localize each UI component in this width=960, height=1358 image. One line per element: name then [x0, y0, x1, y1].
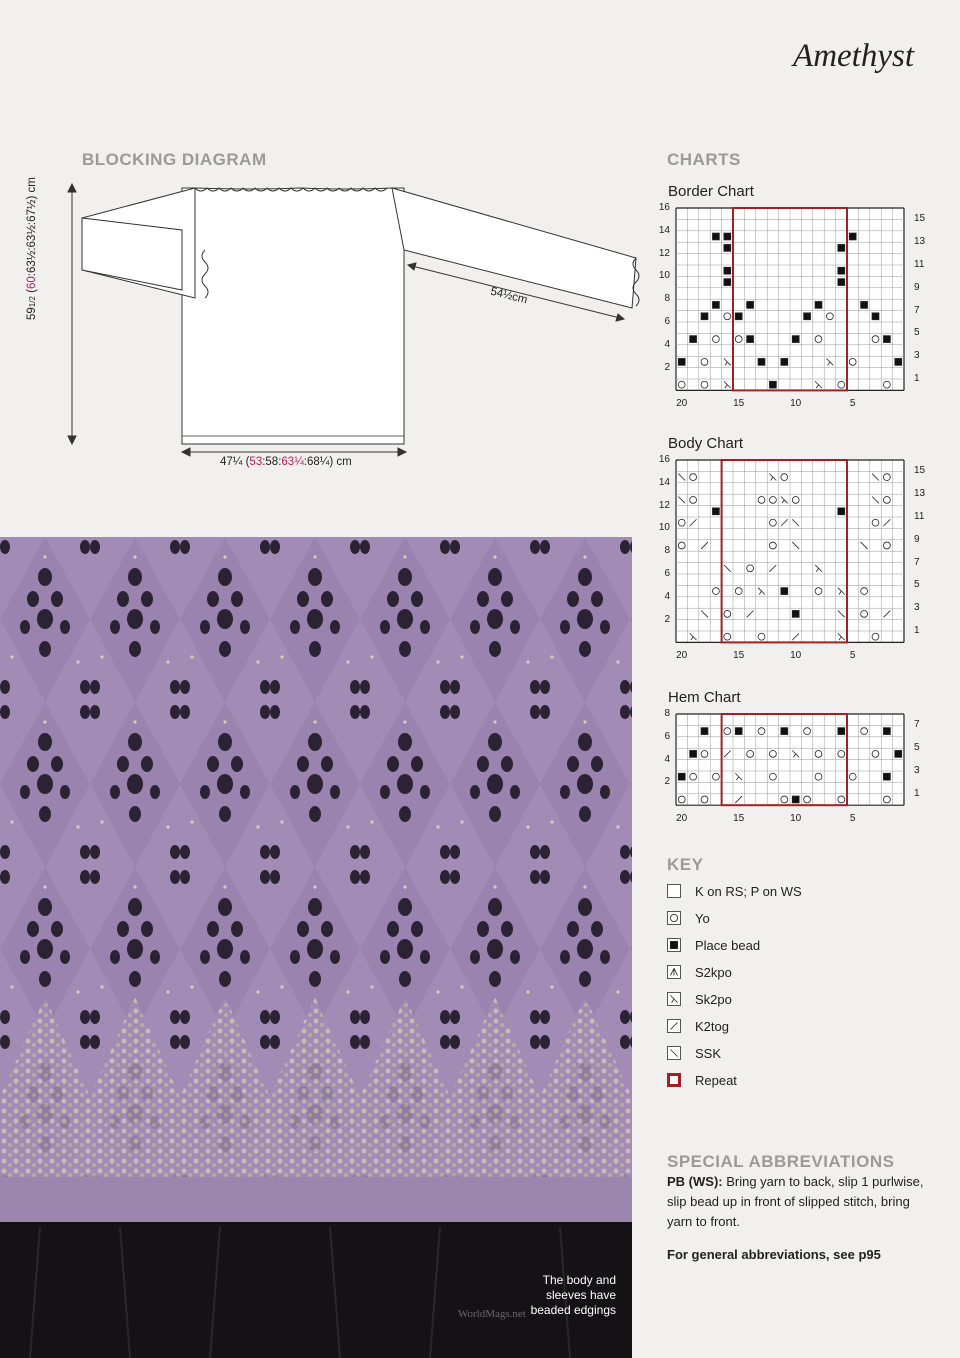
hem-row-label: 5 — [914, 742, 920, 754]
border-row-label: 6 — [664, 316, 670, 327]
key-label: Yo — [695, 910, 710, 926]
watermark: WorldMags.net — [458, 1308, 526, 1320]
border-row-label: 2 — [664, 361, 670, 373]
border-row-label: 5 — [914, 327, 920, 339]
key-item — [667, 1043, 721, 1063]
hem-row-label: 4 — [664, 753, 670, 765]
border-row-label: 7 — [914, 304, 920, 316]
length-dimension — [26, 177, 38, 320]
key-label: Sk2po — [695, 991, 732, 1007]
key-item — [667, 1016, 729, 1036]
hem-column-label: 5 — [849, 813, 856, 825]
border-row-label: 8 — [664, 293, 670, 305]
border-chart-grid — [676, 208, 904, 390]
width-rest: :68¼) cm — [303, 456, 352, 468]
body-chart-grid — [676, 460, 904, 642]
length-open: ( — [26, 289, 38, 297]
length-rest: :63½:63½:67½) cm — [26, 177, 38, 277]
body-chart-title: Body Chart — [668, 435, 744, 452]
hem-chart-grid — [676, 714, 904, 805]
body-column-label: 10 — [790, 650, 802, 662]
width-mid: :58: — [262, 456, 282, 468]
border-row-label: 16 — [658, 202, 670, 213]
border-row-label: 11 — [914, 259, 925, 270]
body-row-label: 7 — [914, 556, 920, 568]
special-abbreviations-heading: SPECIAL ABBREVIATIONS — [667, 1152, 895, 1171]
bead-icon — [667, 938, 681, 952]
border-chart-title: Border Chart — [668, 183, 754, 200]
charts-heading: CHARTS — [667, 150, 741, 169]
yo-icon — [667, 911, 681, 925]
width-highlight-2: 63¼ — [281, 456, 304, 468]
hem-row-label: 7 — [914, 719, 920, 731]
border-column-label: 15 — [733, 398, 745, 410]
caption-line-1: The body and — [542, 1273, 616, 1287]
body-row-label: 13 — [914, 488, 926, 500]
key-label: K on RS; P on WS — [695, 883, 802, 899]
body-column-label: 20 — [676, 650, 688, 662]
body-row-label: 11 — [914, 511, 925, 522]
key-label: K2tog — [695, 1018, 729, 1034]
hem-column-label: 10 — [790, 813, 802, 825]
width-highlight-1: 53 — [249, 456, 263, 468]
border-row-label: 4 — [664, 338, 670, 350]
body-row-label: 15 — [914, 465, 926, 477]
border-row-label: 14 — [658, 224, 670, 236]
body-row-label: 14 — [658, 476, 670, 488]
key-item — [667, 935, 760, 955]
ssk-icon — [667, 1046, 681, 1060]
key-item — [667, 881, 802, 901]
border-row-label: 15 — [914, 213, 926, 225]
width-value: 47¼ ( — [220, 456, 250, 468]
sk2po-icon — [667, 992, 681, 1006]
body-row-label: 2 — [664, 613, 670, 625]
page-title: Amethyst — [793, 38, 914, 74]
caption-line-3: beaded edgings — [530, 1303, 616, 1317]
special-abbreviation-text — [667, 1172, 927, 1232]
border-row-label: 13 — [914, 236, 926, 248]
width-dimension — [220, 456, 352, 468]
body-row-label: 4 — [664, 590, 670, 602]
key-label: S2kpo — [695, 964, 732, 980]
key-label: Place bead — [695, 937, 761, 953]
hem-chart-title: Hem Chart — [668, 689, 741, 706]
body-row-label: 5 — [914, 579, 920, 591]
hem-row-label: 1 — [914, 787, 920, 799]
length-value: 59 — [26, 307, 38, 320]
hem-column-label: 20 — [676, 813, 688, 825]
body-column-label: 5 — [849, 650, 856, 662]
key-item — [667, 962, 732, 982]
body-row-label: 8 — [664, 545, 670, 557]
border-row-label: 12 — [658, 247, 670, 259]
general-abbreviations-note: For general abbreviations, see p95 — [667, 1247, 881, 1262]
key-label: Repeat — [695, 1072, 737, 1088]
body-column-label: 15 — [733, 650, 745, 662]
repeat-icon — [667, 1073, 681, 1087]
body-row-label: 3 — [914, 602, 920, 614]
hem-row-label: 3 — [914, 765, 920, 776]
sleeve-dimension: 54½cm — [489, 285, 529, 307]
abbr-definition: Bring yarn to back, slip 1 purlwise, slip bead up in front of slipped stitch, bring yarn to front. — [667, 1174, 924, 1229]
body-row-label: 16 — [658, 454, 670, 465]
border-column-label: 5 — [849, 398, 856, 410]
border-row-label: 1 — [914, 373, 920, 384]
key-item — [667, 908, 710, 928]
border-row-label: 9 — [914, 281, 920, 293]
border-column-label: 10 — [790, 398, 802, 410]
caption-line-2: sleeves have — [545, 1288, 616, 1302]
sweater-schematic — [0, 170, 640, 490]
s2kpo-icon — [667, 965, 681, 979]
border-row-label: 10 — [658, 270, 670, 282]
key-label: SSK — [695, 1045, 722, 1061]
body-row-label: 1 — [914, 625, 920, 636]
hem-column-label: 15 — [733, 813, 745, 825]
hem-row-label: 6 — [664, 730, 670, 742]
hem-row-label: 8 — [664, 708, 670, 719]
body-row-label: 12 — [658, 499, 670, 511]
body-row-label: 9 — [914, 533, 920, 545]
blank-icon — [667, 884, 681, 898]
border-row-label: 3 — [914, 350, 920, 362]
knitted-lace-photo — [0, 537, 632, 1358]
abbr-term: PB (WS): — [667, 1174, 723, 1189]
key-item — [667, 1070, 737, 1090]
lace-texture — [0, 537, 632, 1358]
length-highlight: 60 — [26, 276, 38, 290]
k2tog-icon — [667, 1019, 681, 1033]
key-heading: KEY — [667, 855, 704, 874]
border-column-label: 20 — [676, 398, 688, 410]
key-item — [667, 989, 732, 1009]
body-row-label: 6 — [664, 568, 670, 579]
body-row-label: 10 — [658, 522, 670, 534]
length-fraction: 1/2 — [28, 296, 37, 308]
blocking-diagram-heading: BLOCKING DIAGRAM — [82, 150, 267, 169]
hem-row-label: 2 — [664, 776, 670, 788]
